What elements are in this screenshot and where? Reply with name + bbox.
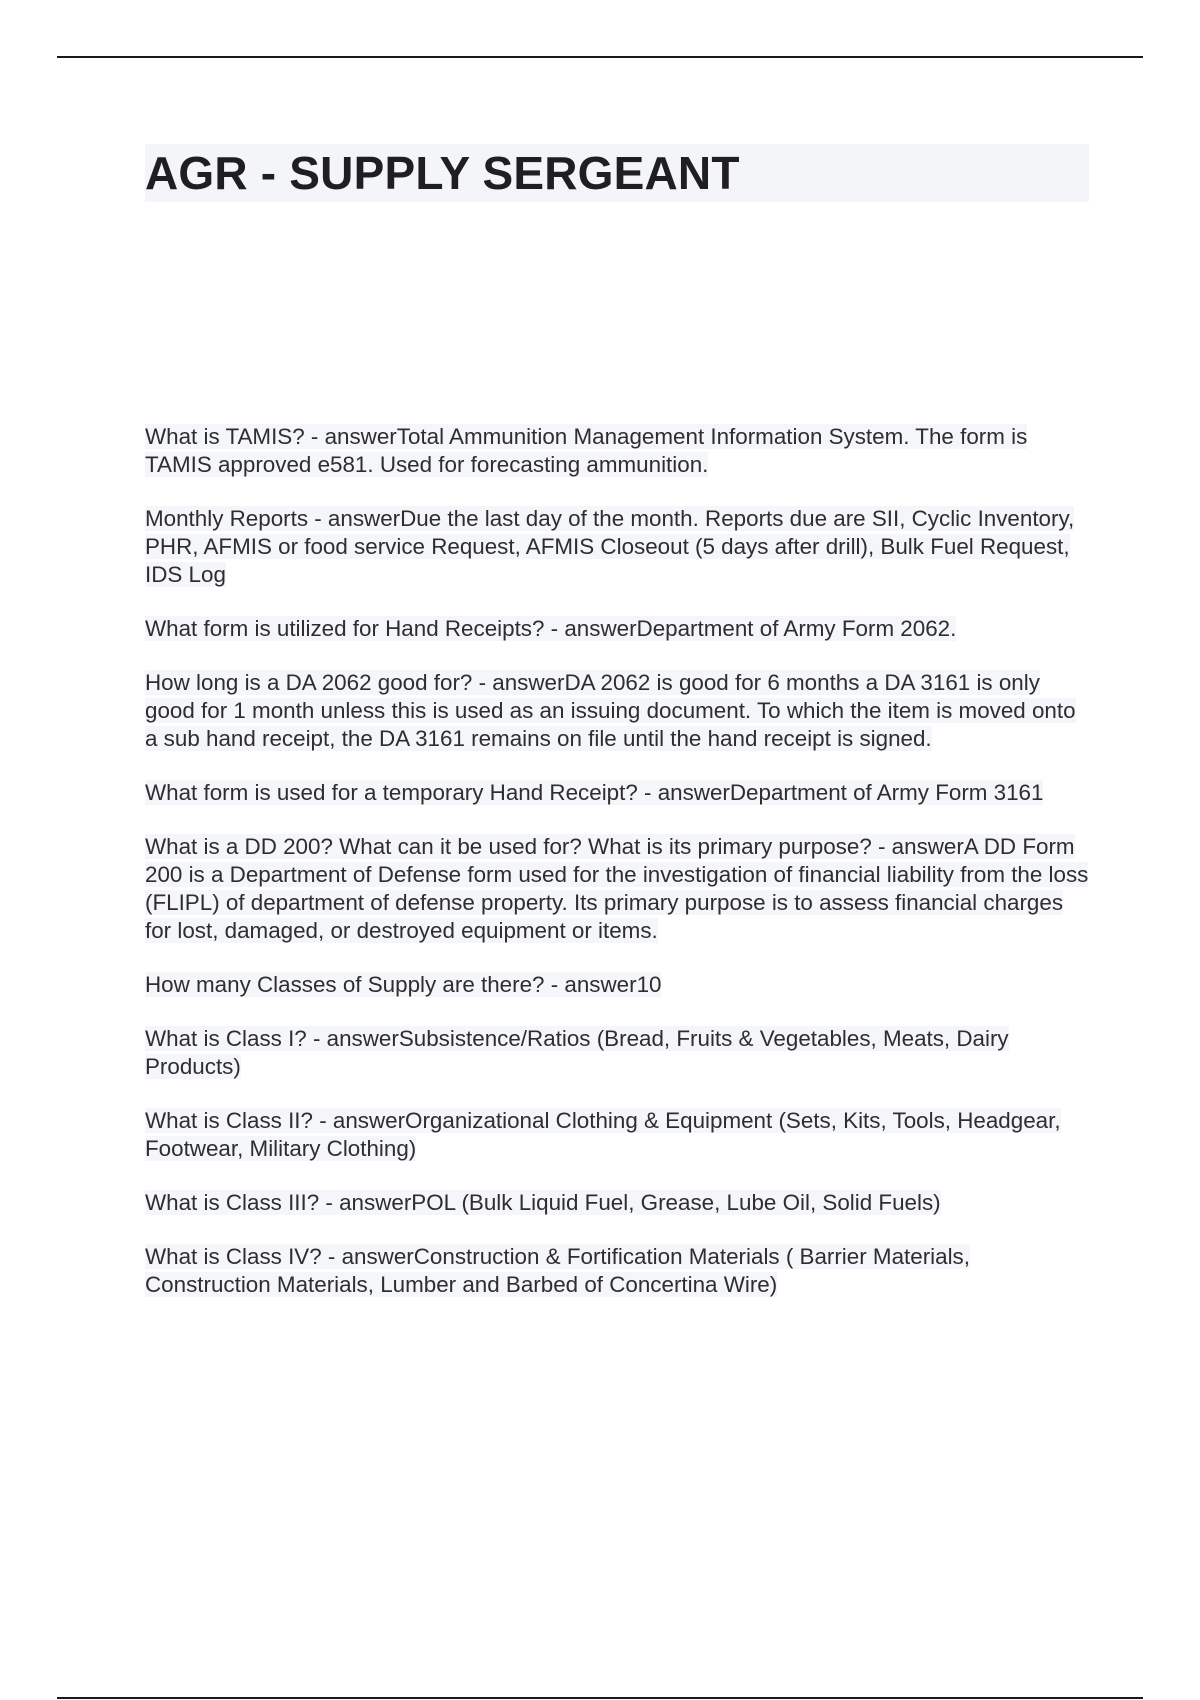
qa-item xyxy=(145,1107,1090,1163)
qa-item xyxy=(145,779,1090,807)
qa-text: What is Class II? - answerOrganizational Clothing & Equipment (Sets, Kits, Tools, Headgear, Footwear, Military Clothing) xyxy=(145,1108,1061,1161)
qa-item xyxy=(145,615,1090,643)
qa-item xyxy=(145,1189,1090,1217)
qa-list xyxy=(145,423,1090,1325)
bottom-rule xyxy=(57,1697,1143,1699)
qa-text: What form is utilized for Hand Receipts? - answerDepartment of Army Form 2062. xyxy=(145,616,957,641)
qa-text: How long is a DA 2062 good for? - answerDA 2062 is good for 6 months a DA 3161 is only good for 1 month unless this is used as an issuing document. To which the item is moved onto a sub hand receipt, the DA 3161 remains on file until the hand receipt is signed. xyxy=(145,670,1076,751)
qa-text: How many Classes of Supply are there? - answer10 xyxy=(145,972,662,997)
qa-text: What is Class III? - answerPOL (Bulk Liquid Fuel, Grease, Lube Oil, Solid Fuels) xyxy=(145,1190,941,1215)
qa-item xyxy=(145,971,1090,999)
qa-text: What is a DD 200? What can it be used for? What is its primary purpose? - answerA DD Form 200 is a Department of Defense form used for the investigation of financial liability from the loss (FLIPL) of department of defense property. Its primary purpose is to assess financial charges for lost, damaged, or destroyed equipment or items. xyxy=(145,834,1089,943)
qa-text: What is TAMIS? - answerTotal Ammunition Management Information System. The form is TAMIS approved e581. Used for forecasting ammunition. xyxy=(145,424,1028,477)
qa-item xyxy=(145,1025,1090,1081)
qa-text: Monthly Reports - answerDue the last day of the month. Reports due are SII, Cyclic Inventory, PHR, AFMIS or food service Request, AFMIS Closeout (5 days after drill), Bulk Fuel Request, IDS Log xyxy=(145,506,1075,587)
document-title: AGR - SUPPLY SERGEANT xyxy=(145,147,740,199)
qa-text: What form is used for a temporary Hand Receipt? - answerDepartment of Army Form 3161 xyxy=(145,780,1044,805)
qa-item xyxy=(145,669,1090,753)
top-rule xyxy=(57,56,1143,58)
qa-item xyxy=(145,1243,1090,1299)
qa-text: What is Class I? - answerSubsistence/Ratios (Bread, Fruits & Vegetables, Meats, Dairy Products) xyxy=(145,1026,1009,1079)
qa-item xyxy=(145,505,1090,589)
qa-item xyxy=(145,423,1090,479)
qa-item xyxy=(145,833,1090,945)
qa-text: What is Class IV? - answerConstruction & Fortification Materials ( Barrier Materials, Construction Materials, Lumber and Barbed of Concertina Wire) xyxy=(145,1244,970,1297)
